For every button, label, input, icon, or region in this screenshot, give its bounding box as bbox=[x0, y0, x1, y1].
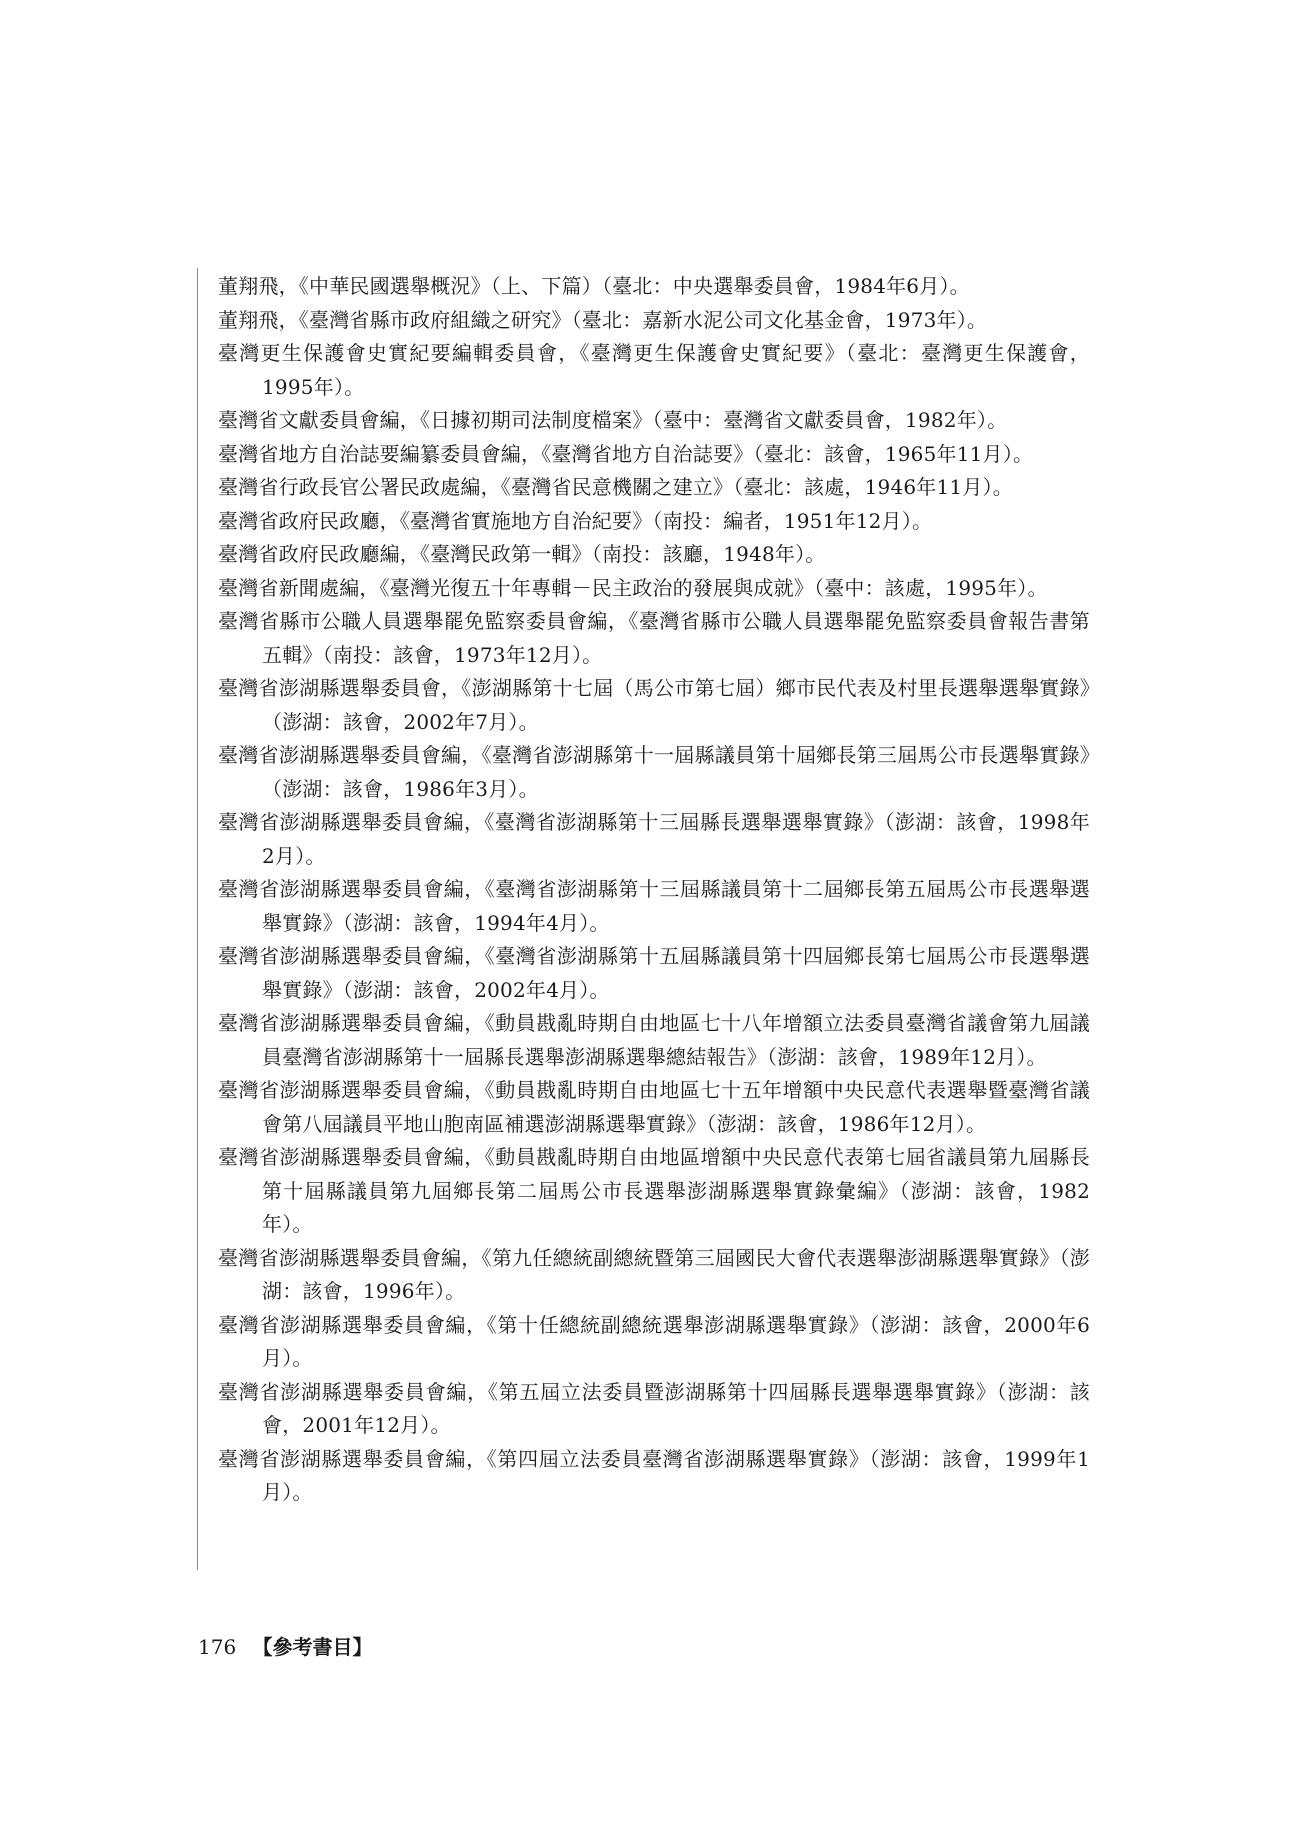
bibliography-entry: 臺灣省新聞處編，《臺灣光復五十年專輯－民主政治的發展與成就》（臺中：該處，1995年）。 bbox=[218, 575, 1048, 600]
page-footer bbox=[198, 1634, 373, 1660]
bibliography-entry: 臺灣省澎湖縣選舉委員會編，《動員戡亂時期自由地區七十八年增額立法委員臺灣省議會第九屆議員臺灣省澎湖縣第十一屆縣長選舉澎湖縣選舉總結報告》（澎湖：該會，1989年12月）。 bbox=[218, 1011, 1090, 1069]
bibliography-entry: 董翔飛，《臺灣省縣市政府組織之研究》（臺北：嘉新水泥公司文化基金會，1973年）。 bbox=[218, 307, 988, 332]
bibliography-entry: 臺灣省澎湖縣選舉委員會，《澎湖縣第十七屆（馬公市第七屆）鄉市民代表及村里長選舉選舉實錄》（澎湖：該會，2002年7月）。 bbox=[218, 676, 1090, 734]
bibliography-entry: 臺灣省政府民政廳編，《臺灣民政第一輯》（南投：該廳，1948年）。 bbox=[218, 542, 826, 566]
bibliography-entry: 臺灣更生保護會史實紀要編輯委員會，《臺灣更生保護會史實紀要》（臺北：臺灣更生保護會，1995年）。 bbox=[218, 341, 1090, 399]
bibliography-entry: 臺灣省政府民政廳，《臺灣省實施地方自治紀要》（南投：編者，1951年12月）。 bbox=[218, 508, 933, 533]
bibliography-entry: 臺灣省澎湖縣選舉委員會編，《臺灣省澎湖縣第十五屆縣議員第十四屆鄉長第七屆馬公市長選舉選舉實錄》（澎湖：該會，2002年4月）。 bbox=[218, 944, 1090, 1002]
bibliography-entry: 臺灣省澎湖縣選舉委員會編，《臺灣省澎湖縣第十一屆縣議員第十屆鄉長第三屆馬公市長選舉實錄》（澎湖：該會，1986年3月）。 bbox=[218, 743, 1090, 801]
bibliography-entry: 董翔飛，《中華民國選舉概況》（上、下篇）（臺北：中央選舉委員會，1984年6月）。 bbox=[218, 274, 970, 298]
bibliography-entry: 臺灣省澎湖縣選舉委員會編，《第九任總統副總統暨第三屆國民大會代表選舉澎湖縣選舉實錄》（澎湖：該會，1996年）。 bbox=[218, 1245, 1090, 1303]
bibliography-entry: 臺灣省澎湖縣選舉委員會編，《動員戡亂時期自由地區增額中央民意代表第七屆省議員第九屆縣長第十屆縣議員第九屆鄉長第二屆馬公市長選舉澎湖縣選舉實錄彙編》（澎湖：該會，1982年）。 bbox=[218, 1145, 1090, 1236]
bibliography-entry: 臺灣省澎湖縣選舉委員會編，《第四屆立法委員臺灣省澎湖縣選舉實錄》（澎湖：該會，1999年1月）。 bbox=[218, 1446, 1090, 1504]
bibliography-entry: 臺灣省澎湖縣選舉委員會編，《臺灣省澎湖縣第十三屆縣議員第十二屆鄉長第五屆馬公市長選舉選舉實錄》（澎湖：該會，1994年4月）。 bbox=[218, 877, 1090, 935]
section-label: 【參考書目】 bbox=[252, 1635, 373, 1659]
bibliography-entry: 臺灣省地方自治誌要編纂委員會編，《臺灣省地方自治誌要》（臺北：該會，1965年11月）。 bbox=[218, 441, 1034, 466]
bibliography-entry: 臺灣省澎湖縣選舉委員會編，《臺灣省澎湖縣第十三屆縣長選舉選舉實錄》（澎湖：該會，1998年2月）。 bbox=[218, 810, 1090, 868]
bibliography-entry: 臺灣省縣市公職人員選舉罷免監察委員會編，《臺灣省縣市公職人員選舉罷免監察委員會報告書第五輯》（南投：該會，1973年12月）。 bbox=[218, 609, 1090, 667]
bibliography-entry: 臺灣省澎湖縣選舉委員會編，《第五屆立法委員暨澎湖縣第十四屆縣長選舉選舉實錄》（澎湖：該會，2001年12月）。 bbox=[218, 1379, 1090, 1437]
left-margin-rule bbox=[197, 268, 198, 1570]
bibliography-entry: 臺灣省澎湖縣選舉委員會編，《第十任總統副總統選舉澎湖縣選舉實錄》（澎湖：該會，2000年6月）。 bbox=[218, 1312, 1090, 1370]
page-number: 176 bbox=[198, 1635, 237, 1659]
bibliography-list bbox=[218, 270, 1090, 1510]
bibliography-entry: 臺灣省行政長官公署民政處編，《臺灣省民意機關之建立》（臺北：該處，1946年11月）。 bbox=[218, 475, 1013, 499]
bibliography-entry: 臺灣省文獻委員會編，《日據初期司法制度檔案》（臺中：臺灣省文獻委員會，1982年）。 bbox=[218, 408, 1008, 432]
bibliography-entry: 臺灣省澎湖縣選舉委員會編，《動員戡亂時期自由地區七十五年增額中央民意代表選舉暨臺灣省議會第八屆議員平地山胞南區補選澎湖縣選舉實錄》（澎湖：該會，1986年12月）。 bbox=[218, 1078, 1090, 1136]
